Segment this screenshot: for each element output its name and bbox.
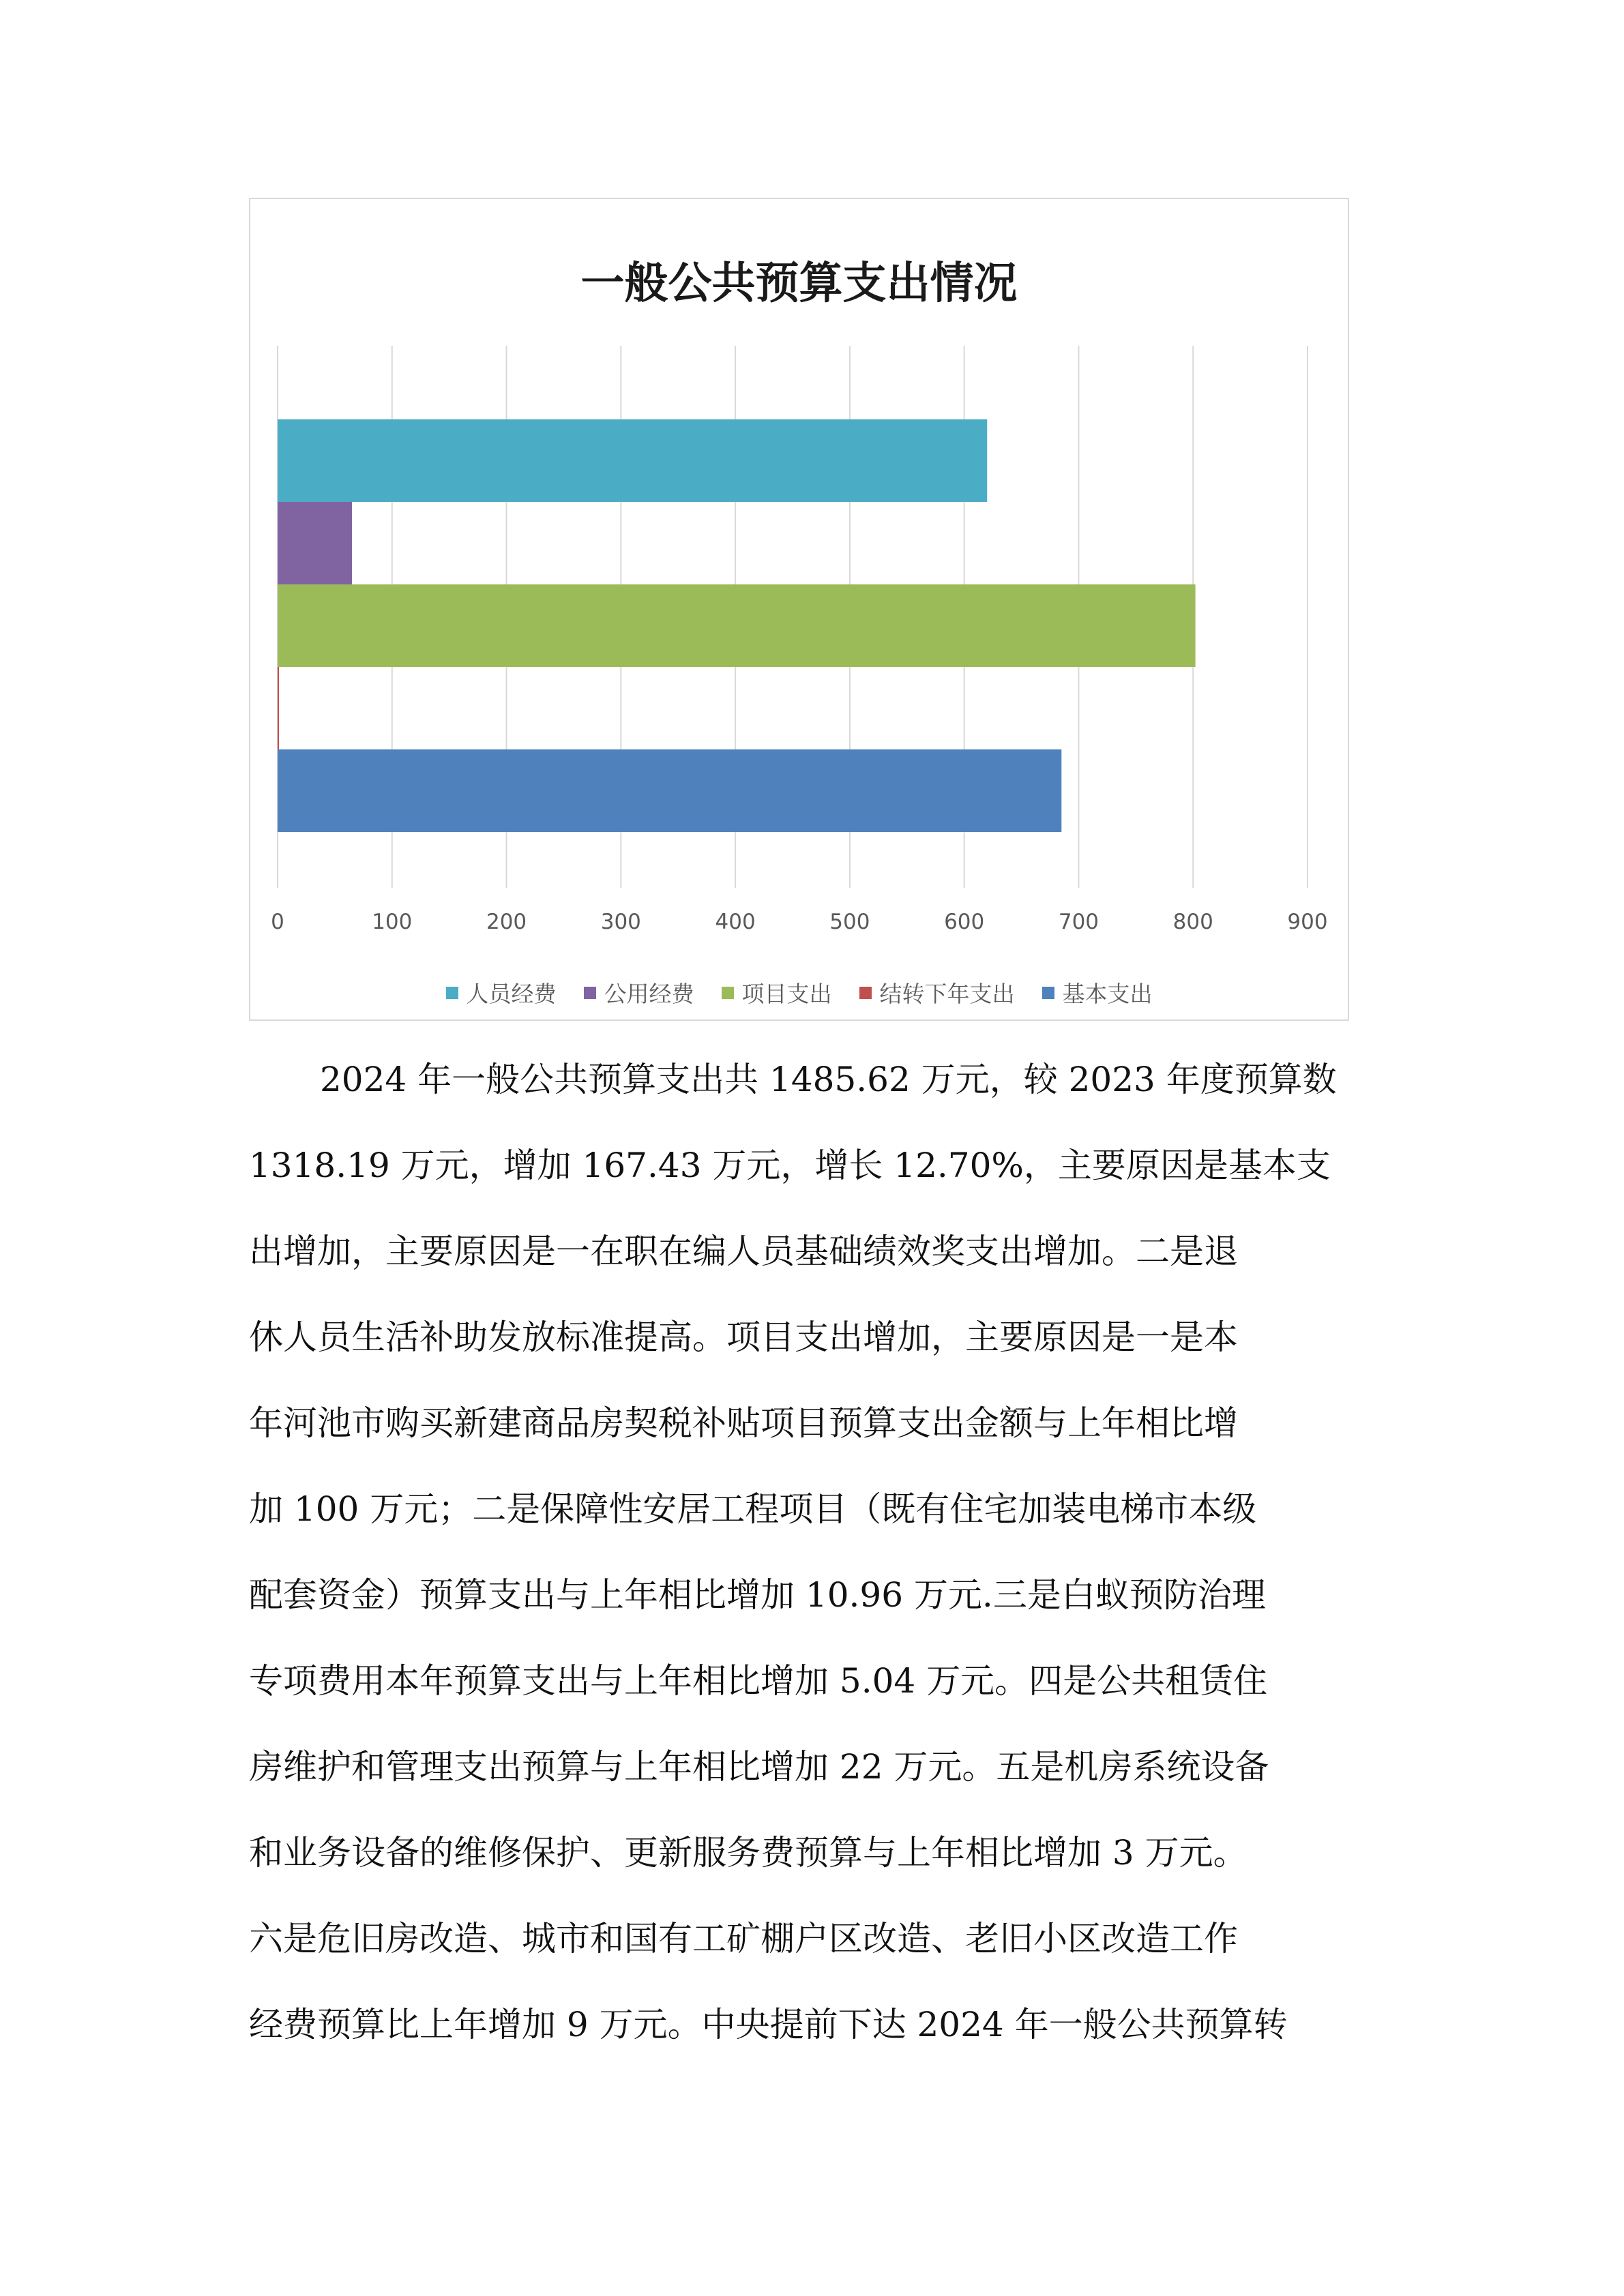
chart-container: [249, 198, 1349, 1021]
legend-swatch: [859, 987, 872, 999]
legend-swatch: [1042, 987, 1054, 999]
legend-swatch: [722, 987, 734, 999]
legend-swatch: [446, 987, 458, 999]
bar-chart: [250, 199, 1350, 1022]
x-tick-label: 500: [829, 910, 870, 934]
bar-0: [278, 419, 987, 502]
x-tick-label: 400: [715, 910, 756, 934]
x-tick-label: 300: [600, 910, 641, 934]
legend-item: [859, 976, 1015, 1009]
paragraph-line: 加 100 万元；二是保障性安居工程项目（既有住宅加装电梯市本级: [249, 1489, 1257, 1529]
legend-item: [446, 976, 557, 1009]
x-tick-label: 600: [944, 910, 985, 934]
paragraph-line: 1318.19 万元，增加 167.43 万元，增长 12.70%，主要原因是基本支: [249, 1146, 1331, 1185]
bar-4: [278, 749, 1061, 832]
budget-paragraph: [249, 1037, 1395, 2068]
paragraph-line: 经费预算比上年增加 9 万元。中央提前下达 2024 年一般公共预算转: [249, 2005, 1288, 2044]
bar-2: [278, 584, 1196, 667]
paragraph-line: 出增加，主要原因是一在职在编人员基础绩效奖支出增加。二是退: [249, 1232, 1238, 1271]
x-tick-label: 100: [372, 910, 413, 934]
paragraph-line: 2024 年一般公共预算支出共 1485.62 万元，较 2023 年度预算数: [320, 1060, 1337, 1099]
paragraph-line: 休人员生活补助发放标准提高。项目支出增加，主要原因是一是本: [249, 1317, 1238, 1357]
bar-1: [278, 502, 352, 584]
paragraph-line: 专项费用本年预算支出与上年相比增加 5.04 万元。四是公共租赁住: [249, 1661, 1268, 1701]
paragraph-line: 和业务设备的维修保护、更新服务费预算与上年相比增加 3 万元。: [249, 1833, 1247, 1873]
legend-item: [722, 976, 832, 1009]
paragraph-line: 房维护和管理支出预算与上年相比增加 22 万元。五是机房系统设备: [249, 1747, 1269, 1787]
legend-label: 公用经费: [604, 981, 694, 1007]
chart-legend: [250, 976, 1348, 1009]
chart-title: 一般公共预算支出情况: [580, 258, 1018, 309]
bar-3: [278, 667, 279, 749]
legend-label: 结转下年支出: [879, 981, 1015, 1007]
legend-swatch: [584, 987, 596, 999]
x-tick-label: 700: [1058, 910, 1099, 934]
legend-label: 基本支出: [1062, 981, 1153, 1007]
paragraph-line: 六是危旧房改造、城市和国有工矿棚户区改造、老旧小区改造工作: [249, 1919, 1238, 1958]
legend-label: 项目支出: [741, 981, 832, 1007]
x-tick-label: 0: [271, 910, 284, 934]
paragraph-line: 年河池市购买新建商品房契税补贴项目预算支出金额与上年相比增: [249, 1403, 1238, 1443]
legend-item: [1042, 976, 1153, 1009]
x-tick-label: 200: [486, 910, 527, 934]
paragraph-line: 配套资金）预算支出与上年相比增加 10.96 万元.三是白蚁预防治理: [249, 1575, 1266, 1615]
x-tick-label: 800: [1172, 910, 1213, 934]
x-tick-label: 900: [1287, 910, 1328, 934]
legend-item: [584, 976, 694, 1009]
legend-label: 人员经费: [466, 981, 557, 1007]
